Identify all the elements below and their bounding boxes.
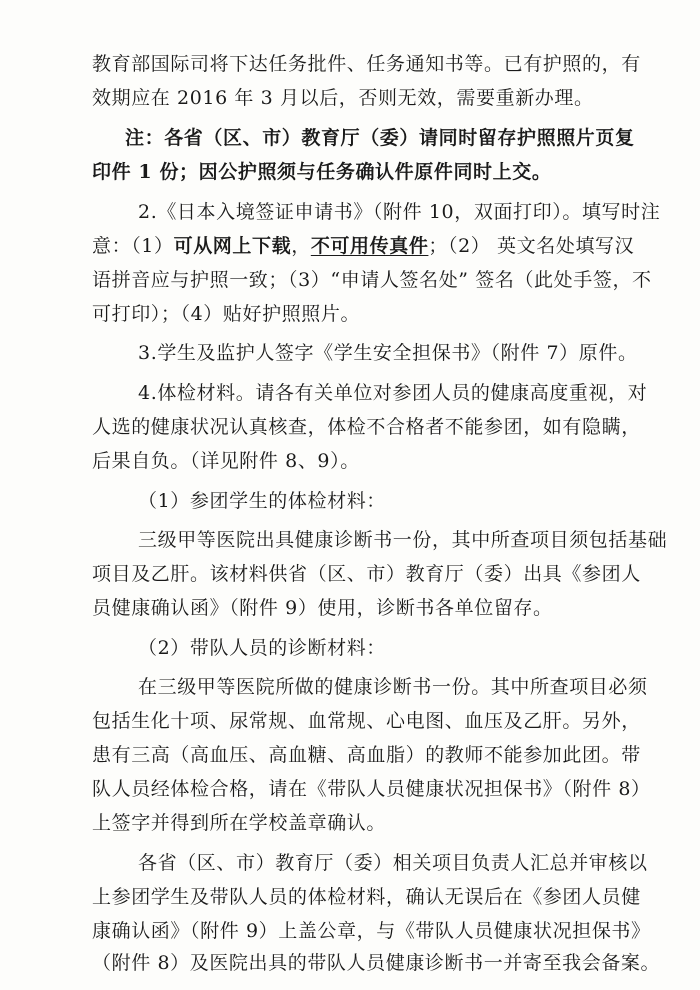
body-line: 教育部国际司将下达任务批件、任务通知书等。已有护照的，有: [92, 53, 641, 75]
body-line: 上签字并得到所在学校盖章确认。: [92, 812, 387, 834]
body-line: 4.体检材料。请各有关单位对参团人员的健康高度重视，对: [138, 382, 648, 404]
body-line: 康确认函》（附件 9）上盖公章，与《带队人员健康状况担保书》: [92, 920, 651, 942]
body-line: 包括生化十项、尿常规、血常规、心电图、血压及乙肝。另外，: [92, 710, 641, 732]
body-line: 可打印）；（4）贴好护照照片。: [92, 303, 361, 325]
no-fax-instruction: 不可用传真件: [310, 235, 429, 257]
body-line: 上参团学生及带队人员的体检材料，确认无误后在《参团人员健: [92, 886, 641, 908]
body-line: 员健康确认函》（附件 9）使用，诊断书各单位留存。: [92, 597, 553, 619]
body-line: 三级甲等医院出具健康诊断书一份，其中所查项目须包括基础: [138, 529, 668, 551]
body-line: 2.《日本入境签证申请书》（附件 10，双面打印）。填写时注: [138, 201, 661, 223]
text-segment: ，: [291, 235, 311, 257]
body-line: 在三级甲等医院所做的健康诊断书一份。其中所查项目必须: [138, 676, 648, 698]
body-line: （附件 8）及医院出具的带队人员健康诊断书一并寄至我会备案。: [92, 952, 661, 974]
body-line: 项目及乙肝。该材料供省（区、市）教育厅（委）出具《参团人: [92, 563, 641, 585]
body-line: 语拼音应与护照一致；（3）“申请人签名处” 签名（此处手签，不: [92, 269, 652, 291]
body-line: 效期应在 2016 年 3 月以后，否则无效，需要重新办理。: [92, 87, 594, 109]
download-instruction: 可从网上下载: [173, 235, 292, 257]
body-line: 患有三高（高血压、高血糖、高血脂）的教师不能参加此团。带: [92, 744, 641, 766]
body-line: 3.学生及监护人签字《学生安全担保书》（附件 7）原件。: [138, 342, 638, 364]
body-line: [92, 234, 700, 258]
body-line: 各省（区、市）教育厅（委）相关项目负责人汇总并审核以: [138, 852, 648, 874]
body-line: 人选的健康状况认真核查，体检不合格者不能参团，如有隐瞒，: [92, 416, 641, 438]
body-line: 后果自负。（详见附件 8、9）。: [92, 450, 360, 472]
subsection-heading: （1）参团学生的体检材料：: [138, 490, 386, 512]
text-segment: 意：（1）: [92, 235, 174, 257]
note-line: 注：各省（区、市）教育厅（委）请同时留存护照照片页复: [125, 127, 635, 149]
body-line: 队人员经体检合格，请在《带队人员健康状况担保书》（附件 8）: [92, 778, 651, 800]
note-line: 印件 1 份；因公护照须与任务确认件原件同时上交。: [92, 161, 552, 183]
text-segment: ；（2） 英文名处填写汉: [428, 235, 635, 257]
subsection-heading: （2）带队人员的诊断材料：: [138, 637, 386, 659]
